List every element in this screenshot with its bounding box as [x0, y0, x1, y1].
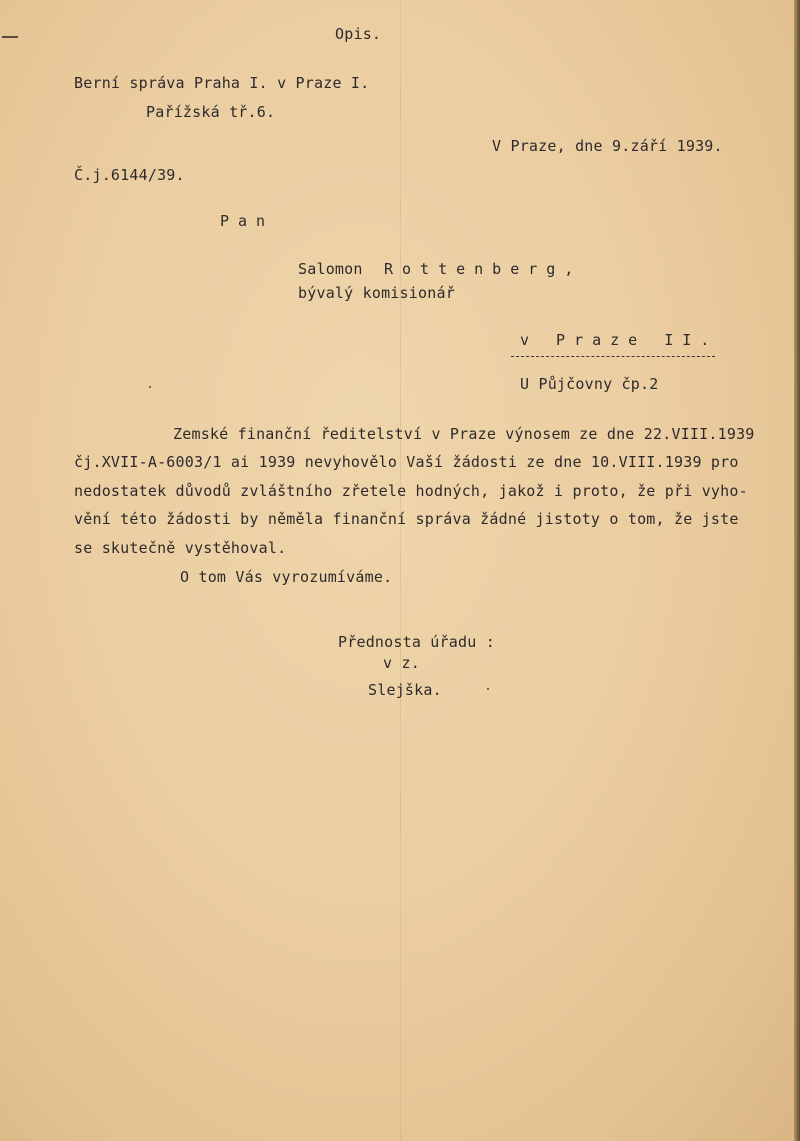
recipient-occupation: bývalý komisionář — [298, 284, 455, 302]
paper-fold — [400, 0, 401, 1141]
closing-line: O tom Vás vyrozumíváme. — [180, 568, 393, 586]
recipient-first-name: Salomon — [298, 260, 363, 278]
ink-speck — [149, 386, 151, 388]
signature-name: Slejška. — [368, 681, 442, 699]
date-line: V Praze, dne 9.září 1939. — [492, 137, 723, 155]
document-heading: Opis. — [335, 25, 382, 43]
recipient-city: v Praze II. — [520, 331, 719, 349]
salutation: Pan — [220, 212, 275, 230]
sender-line-1: Berní správa Praha I. v Praze I. — [74, 74, 370, 92]
recipient-last-name: Rottenberg, — [384, 260, 583, 278]
margin-mark — [2, 36, 18, 38]
signature-abbr: v z. — [383, 654, 420, 672]
city-underline — [511, 356, 715, 357]
body-line-1: Zemské finanční ředitelství v Praze výnosem ze dne 22.VIII.1939 — [173, 425, 755, 443]
signature-title: Přednosta úřadu : — [338, 633, 495, 651]
body-line-3: nedostatek důvodů zvláštního zřetele hodných, jakož i proto, že při vyho- — [74, 482, 748, 500]
reference-number: Č.j.6144/39. — [74, 166, 185, 184]
recipient-street: U Půjčovny čp.2 — [520, 375, 659, 393]
body-line-4: vění této žádosti by něměla finanční správa žádné jistoty o tom, že jste — [74, 510, 739, 528]
sender-line-2: Pařížská tř.6. — [146, 103, 276, 121]
ink-speck — [487, 688, 489, 690]
body-line-5: se skutečně vystěhoval. — [74, 539, 287, 557]
paper-edge — [794, 0, 800, 1141]
body-line-2: čj.XVII-A-6003/1 ai 1939 nevyhovělo Vaší žádosti ze dne 10.VIII.1939 pro — [74, 453, 739, 471]
